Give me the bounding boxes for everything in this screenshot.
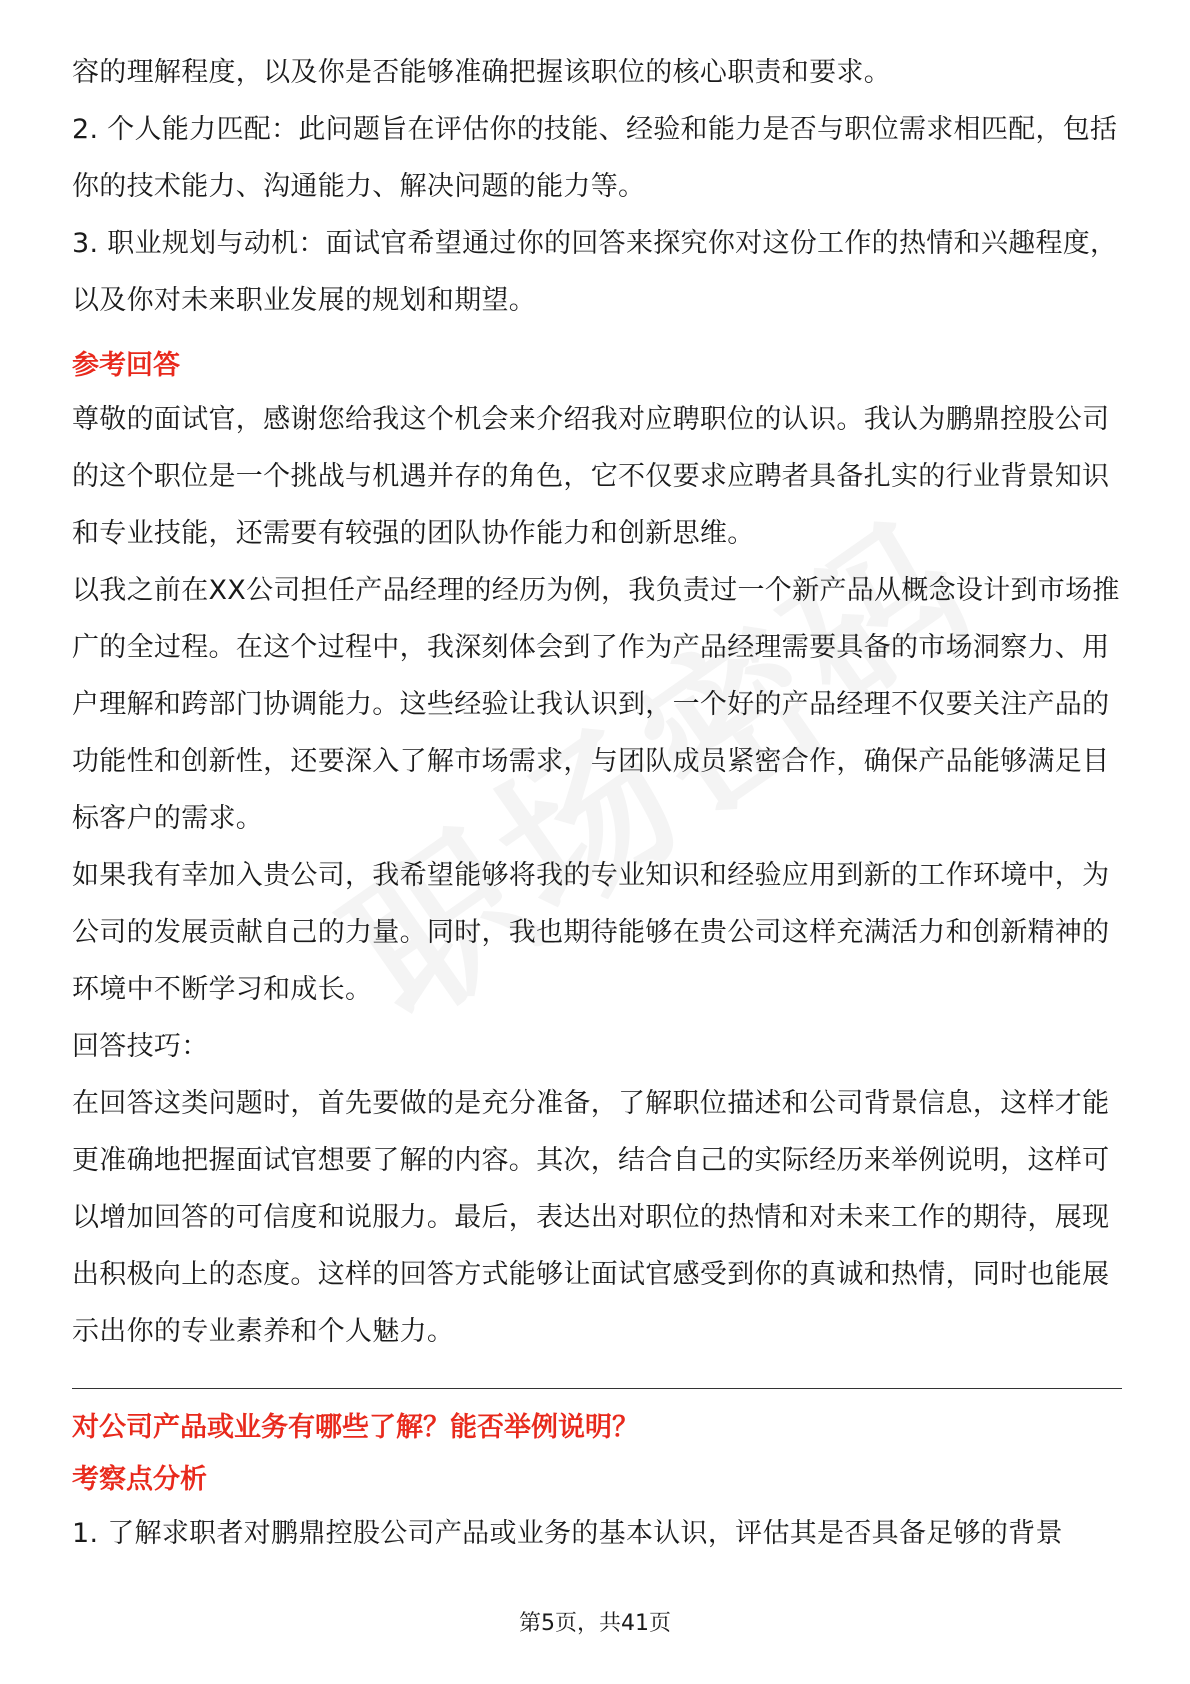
- page-content: [72, 44, 1122, 1562]
- reference-answer-heading: 参考回答: [72, 350, 180, 381]
- paragraph: 尊敬的面试官，感谢您给我这个机会来介绍我对应聘职位的认识。我认为鹏鼎控股公司的这个职位是一个挑战与机遇并存的角色，它不仅要求应聘者具备扎实的行业背景知识和专业技能，还需要有较强的团队协作能力和创新思维。: [72, 404, 1110, 549]
- section-divider: [72, 1388, 1122, 1389]
- paragraph: 以我之前在XX公司担任产品经理的经历为例，我负责过一个新产品从概念设计到市场推广的全过程。在这个过程中，我深刻体会到了作为产品经理需要具备的市场洞察力、用户理解和跨部门协调能力。这些经验让我认识到，一个好的产品经理不仅要关注产品的功能性和创新性，还要深入了解市场需求，与团队成员紧密合作，确保产品能够满足目标客户的需求。: [72, 575, 1120, 834]
- paragraph: 如果我有幸加入贵公司，我希望能够将我的专业知识和经验应用到新的工作环境中，为公司的发展贡献自己的力量。同时，我也期待能够在贵公司这样充满活力和创新精神的环境中不断学习和成长。: [72, 860, 1110, 1005]
- paragraph: 容的理解程度，以及你是否能够准确把握该职位的核心职责和要求。: [72, 57, 891, 88]
- paragraph: 2. 个人能力匹配：此问题旨在评估你的技能、经验和能力是否与职位需求相匹配，包括你的技术能力、沟通能力、解决问题的能力等。: [72, 114, 1118, 202]
- question-heading: 对公司产品或业务有哪些了解？能否举例说明？: [72, 1412, 639, 1443]
- analysis-heading: 考察点分析: [72, 1464, 207, 1495]
- paragraph: 3. 职业规划与动机：面试官希望通过你的回答来探究你对这份工作的热情和兴趣程度，以及你对未来职业发展的规划和期望。: [72, 228, 1118, 316]
- answer-tips-label: 回答技巧：: [72, 1031, 209, 1062]
- paragraph: 在回答这类问题时，首先要做的是充分准备，了解职位描述和公司背景信息，这样才能更准确地把握面试官想要了解的内容。其次，结合自己的实际经历来举例说明，这样可以增加回答的可信度和说服力。最后，表达出对职位的热情和对未来工作的期待，展现出积极向上的态度。这样的回答方式能够让面试官感受到你的真诚和热情，同时也能展示出你的专业素养和个人魅力。: [72, 1088, 1110, 1347]
- page-footer: 第5页，共41页: [519, 1611, 671, 1636]
- paragraph: 1. 了解求职者对鹏鼎控股公司产品或业务的基本认识，评估其是否具备足够的背景: [72, 1518, 1063, 1549]
